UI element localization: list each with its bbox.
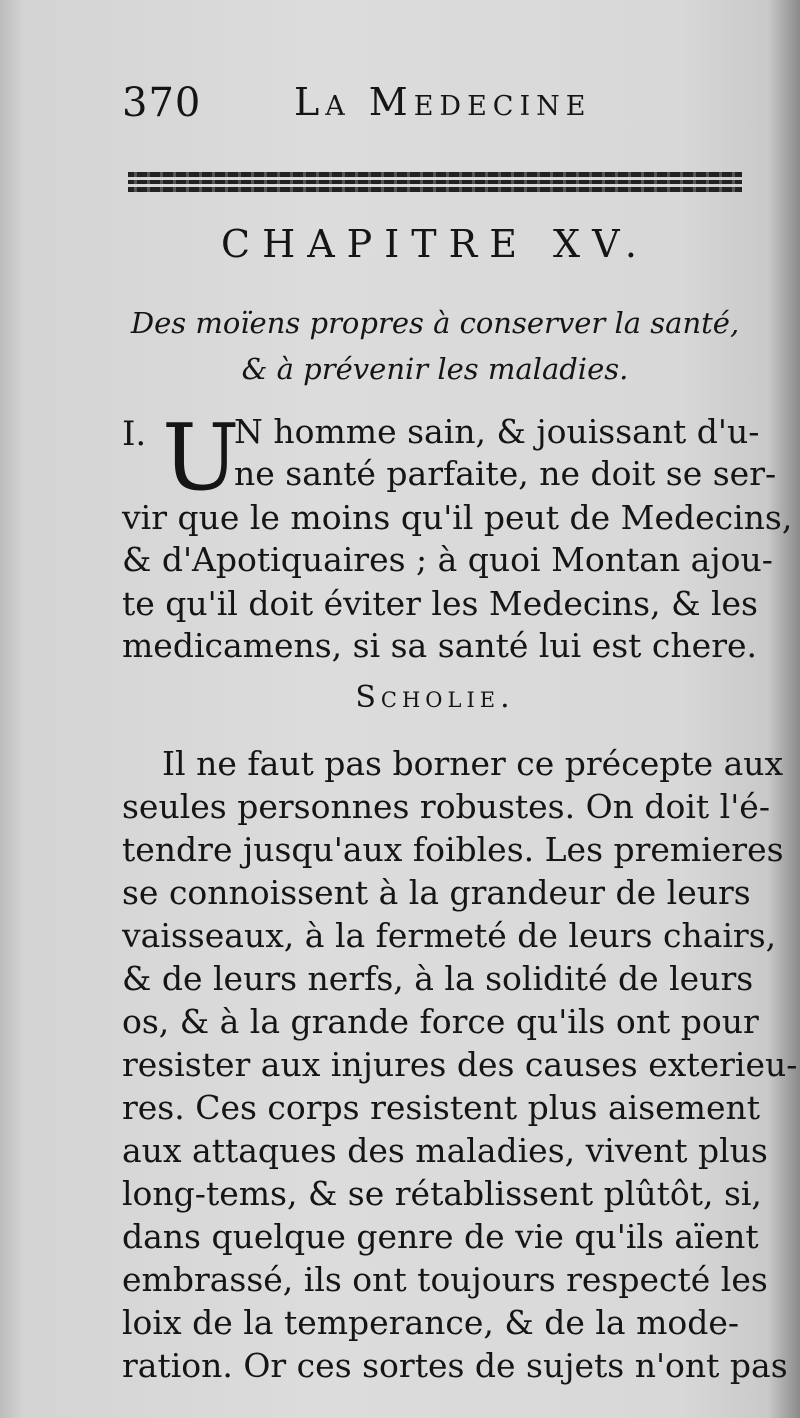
text-line: medicamens, si sa santé lui est chere. [122,626,757,665]
page-header [122,72,742,132]
text-line: dans quelque genre de vie qu'ils aïent [122,1217,759,1256]
paragraph-number: I. [122,414,147,454]
chapter-subtitle-line: Des moïens propres à conserver la santé, [130,306,740,340]
text-line: Il ne faut pas borner ce précepte aux [162,744,784,783]
text-line: os, & à la grande force qu'ils ont pour [122,1002,759,1041]
text-line: res. Ces corps resistent plus aisement [122,1088,761,1127]
page-number: 370 [122,80,202,126]
text-line: loix de la temperance, & de la mode- [122,1303,740,1342]
header-rule [128,187,742,192]
text-line: N homme sain, & jouissant d'u- [234,412,760,451]
chapter-subtitle [120,300,750,392]
text-line: se connoissent à la grandeur de leurs [122,873,751,912]
header-rule [128,172,742,177]
text-line: resister aux injures des causes exterieu- [122,1045,798,1084]
text-line: & d'Apotiquaires ; à quoi Montan ajou- [122,540,773,579]
chapter-title: CHAPITRE XV. [221,222,649,266]
text-line: te qu'il doit éviter les Medecins, & les [122,584,758,623]
text-line: tendre jusqu'aux foibles. Les premieres [122,830,784,869]
text-line: long-tems, & se rétablissent plûtôt, si, [122,1174,762,1213]
chapter-subtitle-line: & à prévenir les maladies. [241,352,629,386]
text-line: aux attaques des maladies, vivent plus [122,1131,768,1170]
section-heading: Scholie. [355,680,515,715]
text-line: & de leurs nerfs, à la solidité de leurs [122,959,754,998]
text-line: vir que le moins qu'il peut de Medecins, [122,498,793,537]
text-line: ration. Or ces sortes de sujets n'ont pas [122,1346,788,1385]
text-line: embrassé, ils ont toujours respecté les [122,1260,768,1299]
text-line: vaisseaux, à la fermeté de leurs chairs, [122,916,777,955]
drop-cap: U [162,404,240,511]
text-line: seules personnes robustes. On doit l'é- [122,787,770,826]
header-rule [128,180,742,184]
text-line: ne santé parfaite, ne doit se ser- [234,454,777,493]
running-head: La Medecine [294,80,592,124]
